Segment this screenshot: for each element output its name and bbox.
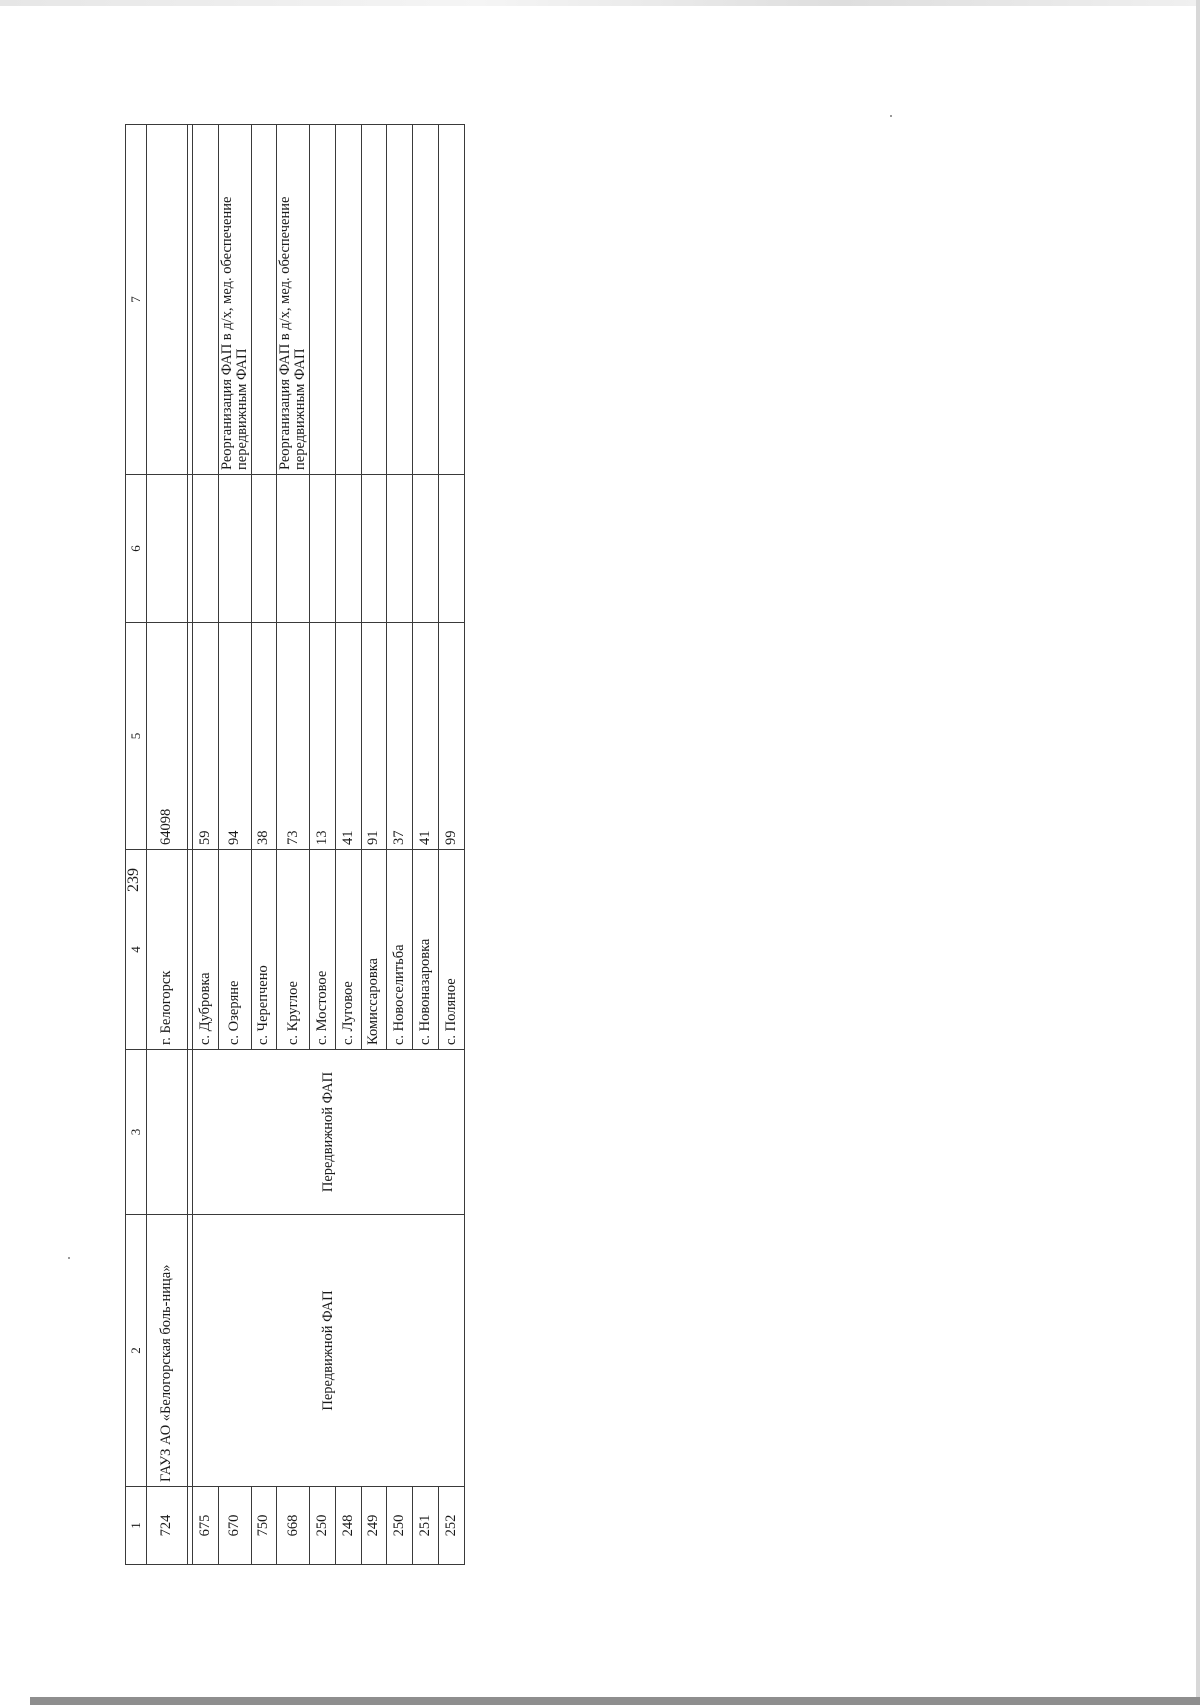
column-header: 1: [126, 1487, 147, 1565]
cell-col6: [277, 475, 310, 623]
cell-note: [439, 125, 465, 475]
cell-population: 59: [193, 623, 219, 850]
cell-col6: [219, 475, 252, 623]
cell-number: 750: [251, 1487, 277, 1565]
column-header: 6: [126, 475, 147, 623]
cell-number: 252: [439, 1487, 465, 1565]
cell-locality: с. Дубровка: [193, 850, 219, 1050]
page-number: 239: [125, 868, 142, 892]
cell-col6: [193, 475, 219, 623]
column-header: 4: [126, 850, 147, 1050]
cell-locality: с. Круглое: [277, 850, 310, 1050]
column-header: 2: [126, 1215, 147, 1487]
cell-number: 248: [335, 1487, 361, 1565]
cell-col6: [146, 475, 187, 623]
column-header: 3: [126, 1050, 147, 1215]
cell-locality: с. Мостовое: [309, 850, 335, 1050]
cell-col6: [309, 475, 335, 623]
cell-note: [361, 125, 387, 475]
cell-population: 91: [361, 623, 387, 850]
table-row: [193, 125, 219, 1565]
cell-type: [146, 1050, 187, 1215]
cell-note: [146, 125, 187, 475]
cell-col6: [251, 475, 277, 623]
cell-note: [309, 125, 335, 475]
scan-bottom-edge: [30, 1697, 1200, 1705]
cell-number: 251: [413, 1487, 439, 1565]
cell-locality: с. Новоназаровка: [413, 850, 439, 1050]
scan-speck: [890, 115, 892, 117]
cell-population: 13: [309, 623, 335, 850]
cell-note: [413, 125, 439, 475]
cell-population: 94: [219, 623, 252, 850]
cell-number: 670: [219, 1487, 252, 1565]
cell-note: [387, 125, 413, 475]
cell-note: Реорганизация ФАП в д/х, мед. обеспечение передвижным ФАП: [219, 125, 252, 475]
scan-speck: [68, 1257, 70, 1259]
cell-organization: ГАУЗ АО «Белогорская боль-ница»: [146, 1215, 187, 1487]
cell-locality: г. Белогорск: [146, 850, 187, 1050]
cell-locality: с. Поляное: [439, 850, 465, 1050]
cell-number: 675: [193, 1487, 219, 1565]
cell-col6: [361, 475, 387, 623]
cell-merged-mobile-fap: Передвижной ФАП: [193, 1215, 465, 1487]
column-header: 5: [126, 623, 147, 850]
cell-col6: [413, 475, 439, 623]
cell-locality: с. Новоселитьба: [387, 850, 413, 1050]
cell-locality: с. Озеряне: [219, 850, 252, 1050]
cell-locality: с. Черепчено: [251, 850, 277, 1050]
scan-right-edge: [1196, 0, 1200, 1705]
cell-population: 38: [251, 623, 277, 850]
cell-locality: Комиссаровка: [361, 850, 387, 1050]
facilities-table: [125, 124, 465, 1565]
cell-col6: [439, 475, 465, 623]
cell-number: 250: [309, 1487, 335, 1565]
cell-note: [251, 125, 277, 475]
scan-top-edge: [0, 0, 1200, 6]
cell-col6: [387, 475, 413, 623]
cell-population: 37: [387, 623, 413, 850]
cell-number: 724: [146, 1487, 187, 1565]
cell-population: 99: [439, 623, 465, 850]
column-header: 7: [126, 125, 147, 475]
cell-merged-type: Передвижной ФАП: [193, 1050, 465, 1215]
cell-population: 73: [277, 623, 310, 850]
cell-population: 64098: [146, 623, 187, 850]
cell-population: 41: [335, 623, 361, 850]
cell-note: [335, 125, 361, 475]
column-number-row: [126, 125, 147, 1565]
table-row: [146, 125, 187, 1565]
cell-number: 250: [387, 1487, 413, 1565]
cell-locality: с. Луговое: [335, 850, 361, 1050]
cell-number: 249: [361, 1487, 387, 1565]
cell-col6: [335, 475, 361, 623]
rotated-page-content: [125, 125, 465, 1565]
cell-note: Реорганизация ФАП в д/х, мед. обеспечение передвижным ФАП: [277, 125, 310, 475]
cell-note: [193, 125, 219, 475]
cell-number: 668: [277, 1487, 310, 1565]
cell-population: 41: [413, 623, 439, 850]
